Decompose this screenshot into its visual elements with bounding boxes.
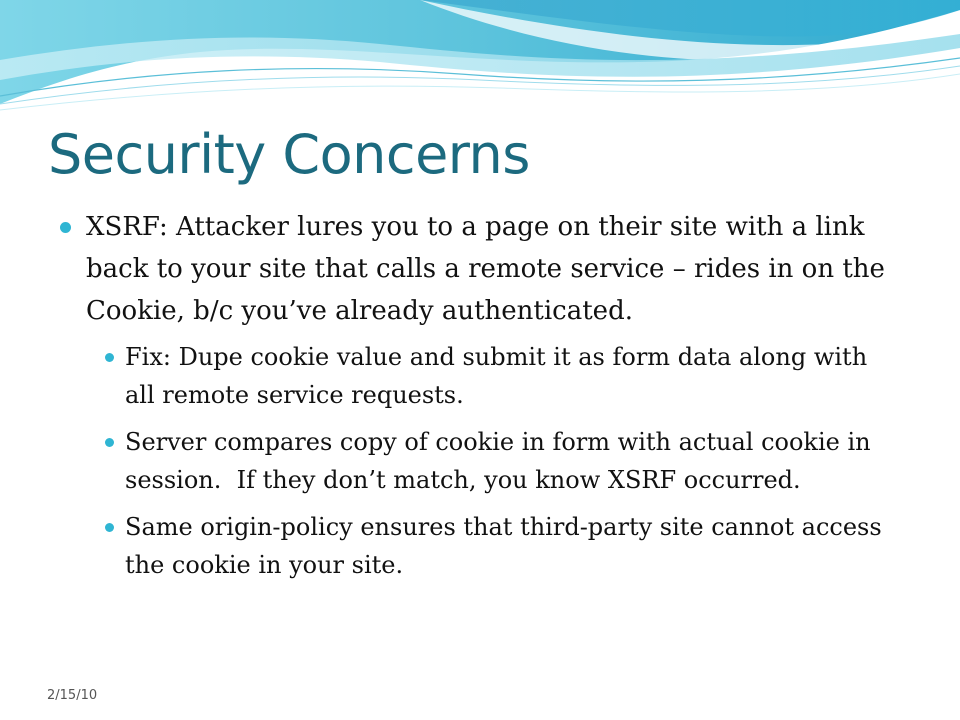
bullet-list (0, 206, 960, 593)
bullet-item (86, 206, 906, 332)
bullet-dot-icon (105, 523, 114, 532)
sub-bullet-item (125, 508, 885, 584)
bullet-dot-icon (105, 353, 114, 362)
sub-bullet-list (0, 338, 960, 584)
sub-bullet-item (125, 338, 885, 414)
sub-bullet-item (125, 423, 885, 499)
bullet-dot-icon (60, 222, 71, 233)
bullet-dot-icon (105, 438, 114, 447)
slide-title: Security Concerns (48, 123, 530, 186)
header-wave-decoration (0, 0, 960, 130)
sub-bullet-text: Same origin-policy ensures that third-party site cannot access the cookie in your site. (125, 513, 882, 579)
sub-bullet-text: Fix: Dupe cookie value and submit it as form data along with all remote service requests. (125, 343, 868, 409)
slide-date: 2/15/10 (47, 688, 98, 703)
sub-bullet-text: Server compares copy of cookie in form with actual cookie in session. If they don’t match, you know XSRF occurred. (125, 428, 879, 494)
bullet-text: XSRF: Attacker lures you to a page on their site with a link back to your site that calls a remote service – rides in on the Cookie, b/c you’ve already authenticated. (86, 212, 885, 326)
